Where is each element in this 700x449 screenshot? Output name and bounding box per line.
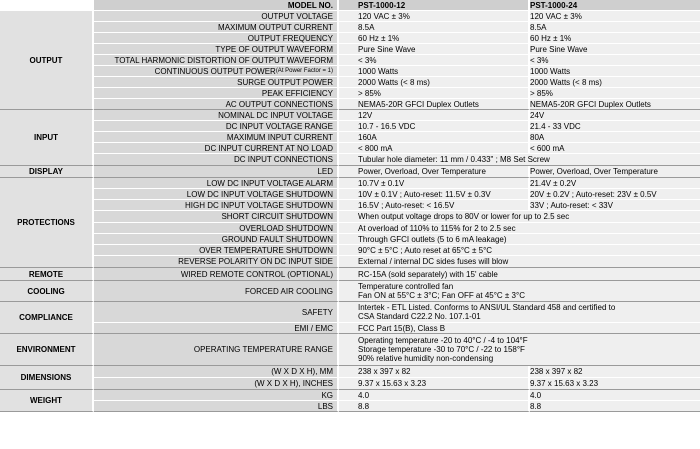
spec-value-shared: Intertek - ETL Listed. Conforms to ANSI/UL Standard 458 and certified to CSA Standard C22.2 No. 107.1-01 — [339, 302, 700, 323]
spec-row — [0, 55, 700, 66]
section-protections: PROTECTIONS — [0, 178, 94, 268]
section-remote: REMOTE — [0, 268, 94, 281]
spec-label-text: EMI / EMC — [294, 323, 333, 333]
spec-label-note: (At Power Factor = 1) — [275, 67, 333, 74]
spec-label-text: DC INPUT VOLTAGE RANGE — [225, 121, 333, 131]
spec-label-text: MAXIMUM OUTPUT CURRENT — [218, 22, 333, 32]
spec-row — [0, 110, 700, 121]
section-display: DISPLAY — [0, 166, 94, 178]
spec-label-text: DC INPUT CURRENT AT NO LOAD — [204, 143, 333, 153]
spec-value-model-b: 21.4V ± 0.2V — [530, 178, 700, 189]
spec-label — [94, 366, 339, 378]
spec-label-text: LED — [317, 167, 333, 176]
spec-row — [0, 121, 700, 132]
spec-value-model-b: 2000 Watts (< 8 ms) — [530, 77, 700, 88]
spec-label-text: LBS — [317, 401, 333, 411]
spec-row — [0, 256, 700, 268]
spec-label — [94, 302, 339, 323]
spec-value-model-a: 9.37 x 15.63 x 3.23 — [339, 378, 530, 390]
spec-value-shared: Operating temperature -20 to 40°C / -4 to 104°F Storage temperature -30 to 70°C / -22 to 158°F 90% relative humidity non-condensing — [339, 334, 700, 366]
spec-label — [94, 334, 339, 366]
header-model-a: PST-1000-12 — [339, 0, 530, 11]
spec-value-model-b: 1000 Watts — [530, 66, 700, 77]
spec-row — [0, 401, 700, 412]
spec-label-text: CONTINUOUS OUTPUT POWER — [154, 66, 276, 76]
spec-label — [94, 110, 339, 121]
header-row — [0, 0, 700, 11]
spec-value-shared: Tubular hole diameter: 11 mm / 0.433" ; M8 Set Screw — [339, 154, 700, 166]
spec-value-model-b: 80A — [530, 132, 700, 143]
section-dimensions: DIMENSIONS — [0, 366, 94, 390]
spec-value-model-a: 2000 Watts (< 8 ms) — [339, 77, 530, 88]
header-blank — [0, 0, 94, 11]
spec-row — [0, 77, 700, 88]
spec-value-model-b: NEMA5-20R GFCI Duplex Outlets — [530, 99, 700, 110]
spec-label — [94, 200, 339, 211]
spec-row — [0, 178, 700, 189]
spec-label — [94, 44, 339, 55]
spec-row — [0, 281, 700, 302]
spec-value-model-b: Pure Sine Wave — [530, 44, 700, 55]
spec-row — [0, 200, 700, 211]
spec-value-shared: FCC Part 15(B), Class B — [339, 323, 700, 334]
spec-label — [94, 178, 339, 189]
spec-value-model-a: 16.5V ; Auto-reset: < 16.5V — [339, 200, 530, 211]
spec-label-text: SHORT CIRCUIT SHUTDOWN — [221, 212, 333, 221]
spec-label-text: FORCED AIR COOLING — [244, 286, 333, 296]
spec-value-model-a: 1000 Watts — [339, 66, 530, 77]
section-environment: ENVIRONMENT — [0, 334, 94, 366]
spec-row — [0, 22, 700, 33]
spec-label-text: KG — [321, 390, 333, 400]
spec-row — [0, 323, 700, 334]
spec-label-text: LOW DC INPUT VOLTAGE ALARM — [206, 178, 333, 188]
spec-label — [94, 211, 339, 223]
spec-value-model-a: 8.5A — [339, 22, 530, 33]
spec-row — [0, 33, 700, 44]
spec-label — [94, 281, 339, 302]
spec-label — [94, 77, 339, 88]
spec-value-model-b: 9.37 x 15.63 x 3.23 — [530, 378, 700, 390]
spec-label-text: NOMINAL DC INPUT VOLTAGE — [218, 110, 333, 120]
spec-value-model-a: 10V ± 0.1V ; Auto-reset: 11.5V ± 0.3V — [339, 189, 530, 200]
spec-label — [94, 245, 339, 256]
spec-value-model-a: 8.8 — [339, 401, 530, 412]
spec-value-model-a: 10.7V ± 0.1V — [339, 178, 530, 189]
spec-value-model-a: 120 VAC ± 3% — [339, 11, 530, 22]
spec-value-shared: When output voltage drops to 80V or lower for up to 2.5 sec — [339, 211, 700, 223]
spec-label — [94, 189, 339, 200]
spec-label — [94, 88, 339, 99]
spec-label — [94, 390, 339, 401]
spec-label — [94, 401, 339, 412]
spec-label — [94, 154, 339, 166]
spec-label-text: OPERATING TEMPERATURE RANGE — [193, 345, 333, 354]
spec-value-model-b: 238 x 397 x 82 — [530, 366, 700, 378]
spec-value-model-b: < 3% — [530, 55, 700, 66]
spec-label — [94, 234, 339, 245]
spec-value-model-b: 4.0 — [530, 390, 700, 401]
spec-label-text: GROUND FAULT SHUTDOWN — [221, 234, 333, 244]
spec-value-shared: Temperature controlled fan Fan ON at 55°C ± 3°C; Fan OFF at 45°C ± 3°C — [339, 281, 700, 302]
spec-value-model-a: > 85% — [339, 88, 530, 99]
section-input: INPUT — [0, 110, 94, 166]
spec-value-model-b: 8.8 — [530, 401, 700, 412]
spec-label — [94, 66, 339, 77]
spec-row — [0, 302, 700, 323]
spec-row — [0, 66, 700, 77]
spec-label-text: MAXIMUM INPUT CURRENT — [226, 132, 333, 142]
spec-row — [0, 99, 700, 110]
spec-row — [0, 390, 700, 401]
spec-row — [0, 334, 700, 366]
spec-label-text: OVER TEMPERATURE SHUTDOWN — [199, 245, 333, 255]
spec-label-text: (W X D X H), MM — [271, 367, 333, 376]
section-compliance: COMPLIANCE — [0, 302, 94, 334]
section-output: OUTPUT — [0, 11, 94, 110]
spec-label — [94, 256, 339, 268]
spec-label-text: DC INPUT CONNECTIONS — [234, 155, 333, 164]
spec-value-model-b: Power, Overload, Over Temperature — [530, 166, 700, 178]
spec-value-model-b: > 85% — [530, 88, 700, 99]
spec-value-model-a: < 800 mA — [339, 143, 530, 154]
spec-value-model-b: 21.4 - 33 VDC — [530, 121, 700, 132]
spec-row — [0, 132, 700, 143]
spec-value-model-a: NEMA5-20R GFCI Duplex Outlets — [339, 99, 530, 110]
spec-row — [0, 166, 700, 178]
spec-value-model-a: 160A — [339, 132, 530, 143]
spec-row — [0, 366, 700, 378]
spec-value-model-b: < 600 mA — [530, 143, 700, 154]
spec-label — [94, 378, 339, 390]
spec-row — [0, 245, 700, 256]
spec-label-text: SURGE OUTPUT POWER — [237, 77, 333, 87]
spec-label-text: OVERLOAD SHUTDOWN — [239, 223, 333, 233]
spec-value-model-a: Power, Overload, Over Temperature — [339, 166, 530, 178]
spec-label-text: REVERSE POLARITY ON DC INPUT SIDE — [178, 257, 333, 266]
spec-label — [94, 268, 339, 281]
spec-label — [94, 99, 339, 110]
spec-value-shared: RC-15A (sold separately) with 15' cable — [339, 268, 700, 281]
spec-label-text: (W X D X H), INCHES — [254, 379, 333, 388]
header-model-label: MODEL NO. — [94, 0, 339, 11]
spec-label — [94, 121, 339, 132]
spec-label — [94, 166, 339, 178]
spec-label-text: AC OUTPUT CONNECTIONS — [225, 99, 333, 109]
spec-label-text: TYPE OF OUTPUT WAVEFORM — [215, 44, 333, 54]
spec-value-model-b: 8.5A — [530, 22, 700, 33]
spec-label-text: PEAK EFFICIENCY — [261, 88, 333, 98]
spec-row — [0, 189, 700, 200]
spec-value-shared: At overload of 110% to 115% for 2 to 2.5 sec — [339, 223, 700, 234]
spec-value-model-a: Pure Sine Wave — [339, 44, 530, 55]
spec-label-text: LOW DC INPUT VOLTAGE SHUTDOWN — [186, 189, 333, 199]
section-cooling: COOLING — [0, 281, 94, 302]
spec-label — [94, 22, 339, 33]
spec-row — [0, 44, 700, 55]
spec-value-model-b: 33V ; Auto-reset: < 33V — [530, 200, 700, 211]
spec-row — [0, 154, 700, 166]
spec-value-model-b: 20V ± 0.2V ; Auto-reset: 23V ± 0.5V — [530, 189, 700, 200]
spec-value-model-a: 4.0 — [339, 390, 530, 401]
spec-row — [0, 378, 700, 390]
spec-row — [0, 223, 700, 234]
spec-value-shared: 90°C ± 5°C ; Auto reset at 65°C ± 5°C — [339, 245, 700, 256]
spec-row — [0, 88, 700, 99]
spec-value-model-a: 12V — [339, 110, 530, 121]
spec-row — [0, 234, 700, 245]
spec-row — [0, 143, 700, 154]
spec-label — [94, 33, 339, 44]
spec-value-model-a: 10.7 - 16.5 VDC — [339, 121, 530, 132]
spec-label-text: OUTPUT VOLTAGE — [261, 11, 333, 21]
spec-row — [0, 211, 700, 223]
spec-label-text: OUTPUT FREQUENCY — [247, 33, 333, 43]
spec-row — [0, 11, 700, 22]
header-model-b: PST-1000-24 — [530, 0, 700, 11]
spec-label — [94, 55, 339, 66]
spec-value-model-b: 120 VAC ± 3% — [530, 11, 700, 22]
spec-label-text: SAFETY — [301, 307, 333, 317]
spec-label — [94, 143, 339, 154]
spec-value-shared: External / internal DC sides fuses will blow — [339, 256, 700, 268]
spec-label — [94, 132, 339, 143]
section-weight: WEIGHT — [0, 390, 94, 412]
spec-value-model-a: 60 Hz ± 1% — [339, 33, 530, 44]
spec-label-text: HIGH DC INPUT VOLTAGE SHUTDOWN — [184, 200, 333, 210]
spec-label-text: WIRED REMOTE CONTROL (OPTIONAL) — [180, 269, 333, 279]
spec-row — [0, 268, 700, 281]
spec-label — [94, 223, 339, 234]
spec-value-shared: Through GFCI outlets (5 to 6 mA leakage) — [339, 234, 700, 245]
spec-value-model-b: 24V — [530, 110, 700, 121]
spec-value-model-a: < 3% — [339, 55, 530, 66]
spec-label-text: TOTAL HARMONIC DISTORTION OF OUTPUT WAVEFORM — [114, 55, 333, 65]
spec-label — [94, 11, 339, 22]
spec-value-model-a: 238 x 397 x 82 — [339, 366, 530, 378]
spec-value-model-b: 60 Hz ± 1% — [530, 33, 700, 44]
spec-label — [94, 323, 339, 334]
